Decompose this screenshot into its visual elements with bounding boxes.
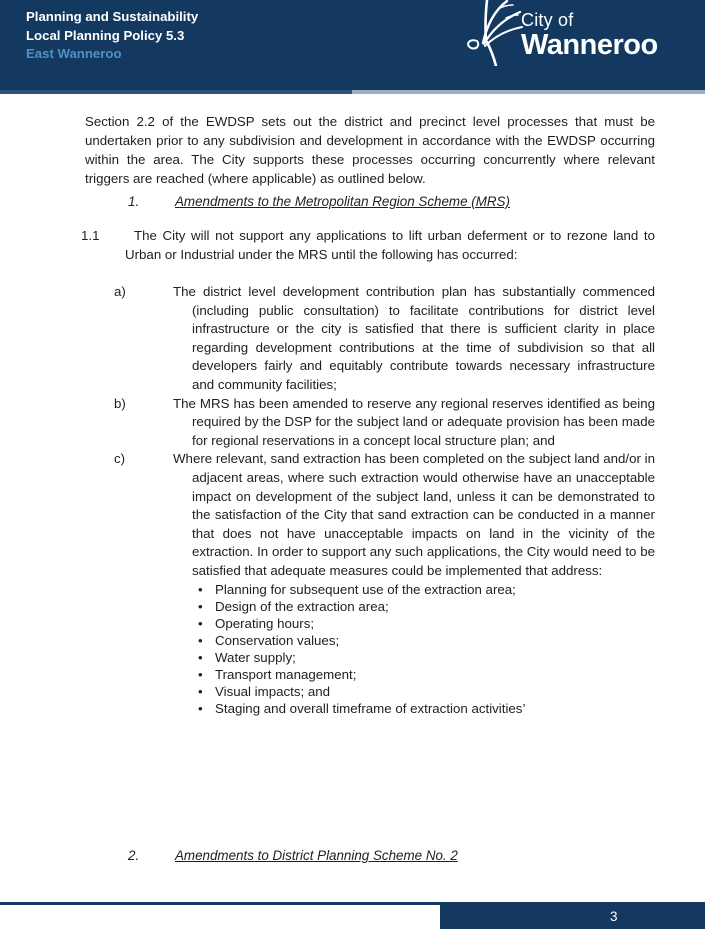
list-item-b bbox=[114, 395, 655, 451]
header-department: Planning and Sustainability bbox=[26, 9, 199, 24]
section-1-number: 1. bbox=[128, 194, 140, 209]
logo-city-of: City of bbox=[521, 10, 574, 30]
grass-icon bbox=[462, 0, 526, 66]
list-item bbox=[192, 666, 655, 683]
bullet-icon: • bbox=[198, 683, 203, 699]
section-1-heading bbox=[128, 192, 510, 211]
list-item-a bbox=[114, 283, 655, 395]
list-item-a-letter: a) bbox=[114, 284, 126, 299]
bullet-icon: • bbox=[198, 615, 203, 631]
list-item-c-letter: c) bbox=[114, 451, 126, 467]
header-policy-number: Local Planning Policy 5.3 bbox=[26, 27, 185, 43]
list-item bbox=[192, 598, 655, 615]
bullet-text: Design of the extraction area; bbox=[215, 598, 389, 614]
list-item-b-text: The MRS has been amended to reserve any regional reserves identified as being required by the DSP for the subject land or adequate provision has been made for regional reservations in a concept local structure plan; and bbox=[173, 395, 655, 448]
bullet-text: Conservation values; bbox=[215, 632, 340, 648]
clause-items bbox=[114, 283, 655, 717]
header-divider bbox=[0, 90, 705, 94]
list-item-c-text: Where relevant, sand extraction has been completed on the subject land and/or in adjacent areas, where such extraction would otherwise have an unacceptable impact on development of the subject land, unless it can be demonstrated to the satisfaction of the City that sand extraction can be conducted in a manner that does not have unacceptable impacts on land in the vicinity of the extraction. In order to support any such applications, the City would need to be satisfied that adequate measures could be implemented that address: bbox=[173, 451, 655, 578]
list-item-b-letter: b) bbox=[114, 395, 126, 411]
bullet-text: Staging and overall timeframe of extraction activities’ bbox=[215, 700, 526, 716]
list-item bbox=[192, 700, 655, 717]
bullet-text: Planning for subsequent use of the extraction area; bbox=[215, 581, 516, 597]
list-item bbox=[192, 581, 655, 598]
bullet-icon: • bbox=[198, 581, 203, 597]
section-2-title: Amendments to District Planning Scheme No. 2 bbox=[175, 848, 458, 863]
list-item bbox=[192, 632, 655, 649]
list-item-c bbox=[114, 450, 655, 580]
clause-1-1-number: 1.1 bbox=[81, 228, 100, 243]
logo-wanneroo: Wanneroo bbox=[521, 29, 658, 61]
bullet-text: Water supply; bbox=[215, 649, 296, 665]
page-header bbox=[0, 0, 705, 90]
page-number: 3 bbox=[610, 909, 618, 924]
footer-bar bbox=[440, 905, 705, 929]
bullet-text: Visual impacts; and bbox=[215, 683, 331, 699]
bullet-icon: • bbox=[198, 700, 203, 716]
section-2-heading bbox=[128, 846, 458, 865]
section-1-title: Amendments to the Metropolitan Region Scheme (MRS) bbox=[175, 194, 510, 209]
bullet-text: Operating hours; bbox=[215, 615, 315, 631]
city-of-wanneroo-logo bbox=[521, 10, 658, 60]
header-divider-right bbox=[352, 90, 705, 94]
measures-bullet-list bbox=[192, 581, 655, 717]
clause-1-1-text: The City will not support any applications to lift urban deferment or to rezone land to Urban or Industrial under the MRS until the following has occurred: bbox=[125, 228, 655, 262]
bullet-icon: • bbox=[198, 632, 203, 648]
list-item bbox=[192, 615, 655, 632]
header-divider-left bbox=[0, 90, 352, 94]
section-2-number: 2. bbox=[128, 848, 140, 863]
header-titles bbox=[26, 8, 198, 64]
bullet-icon: • bbox=[198, 666, 203, 682]
bullet-icon: • bbox=[198, 598, 203, 614]
bullet-text: Transport management; bbox=[215, 666, 357, 682]
bullet-icon: • bbox=[198, 649, 203, 665]
clause-1-1 bbox=[81, 226, 655, 264]
list-item bbox=[192, 683, 655, 700]
list-item-a-text: The district level development contribution plan has substantially commenced (including public consultation) to facilitate contributions for district level infrastructure or the city is satisfied that there is sufficient clarity in place regarding development contributions at the time of subdivision so that all developers fairly and equitably contribute towards necessary infrastructure and community facilities; bbox=[173, 284, 655, 392]
intro-paragraph: Section 2.2 of the EWDSP sets out the district and precinct level processes that must be undertaken prior to any subdivision and development in accordance with the EWDSP occurring within the area. The City supports these processes occurring concurrently where relevant triggers are reached (where applicable) as outlined below. bbox=[85, 114, 655, 186]
list-item bbox=[192, 649, 655, 666]
header-policy-name: East Wanneroo bbox=[26, 46, 122, 62]
